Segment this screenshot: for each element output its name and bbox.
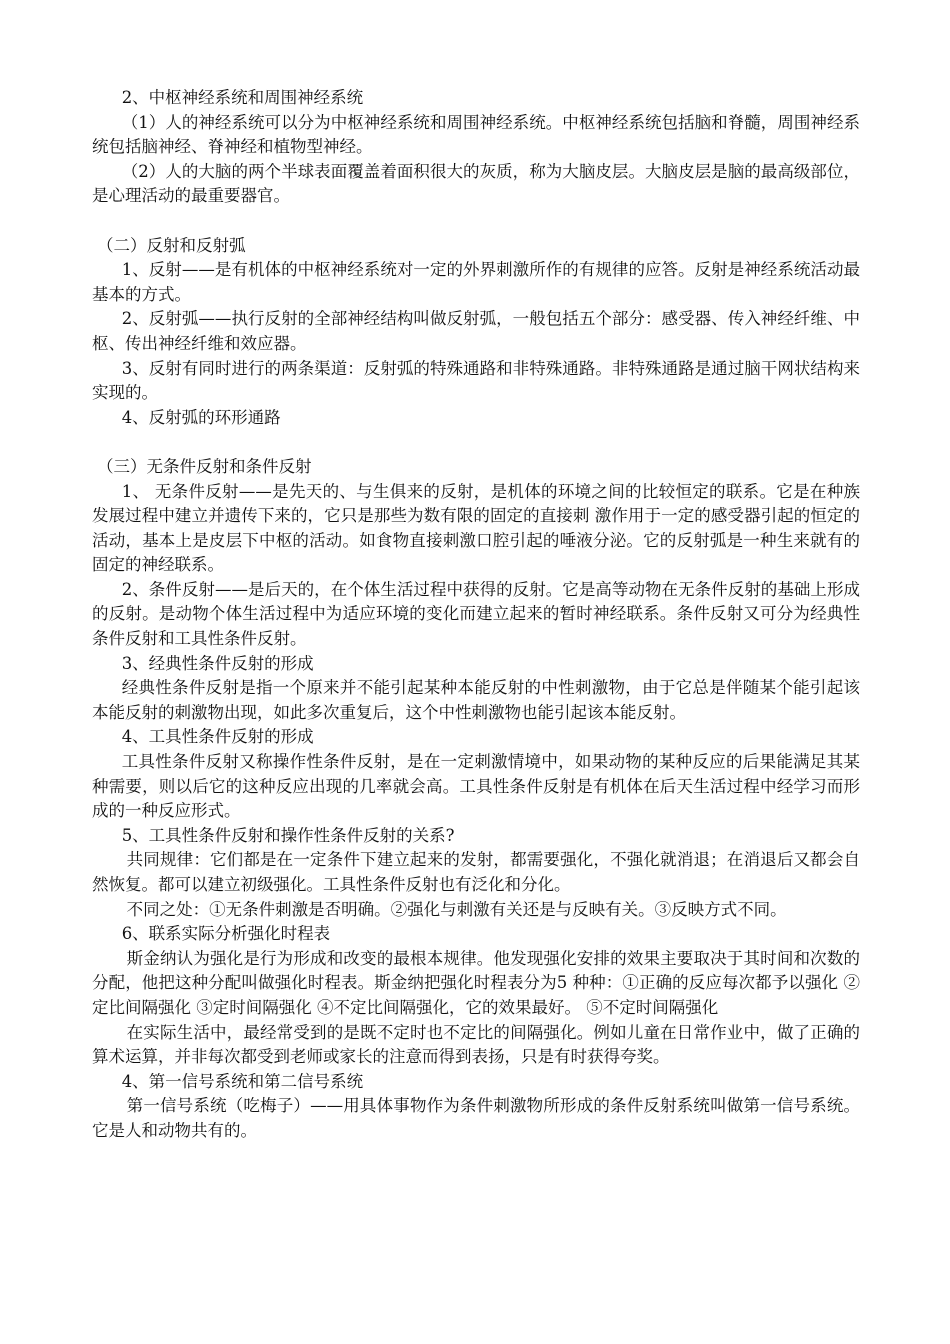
section-heading-conditioned-reflex: （三）无条件反射和条件反射 xyxy=(96,456,312,476)
paragraph: 不同之处：①无条件刺激是否明确。②强化与刺激有关还是与反映有关。③反映方式不同。 xyxy=(126,899,787,919)
paragraph: 3、反射有同时进行的两条渠道：反射弧的特殊通路和非特殊通路。非特殊通路是通过脑干网状结构来实现的。 xyxy=(92,358,860,403)
paragraph: （2）人的大脑的两个半球表面覆盖着面积很大的灰质，称为大脑皮层。大脑皮层是脑的最高级部位，是心理活动的最重要器官。 xyxy=(92,161,860,206)
paragraph: 4、反射弧的环形通路 xyxy=(121,407,281,427)
subheading: 6、联系实际分析强化时程表 xyxy=(121,924,331,944)
paragraph: 2、条件反射——是后天的，在个体生活过程中获得的反射。它是高等动物在无条件反射的基础上形成的反射。是动物个体生活过程中为适应环境的变化而建立起来的暂时神经联系。条件反射又可分为经典性条件反射和工具性条件反射。 xyxy=(92,579,860,649)
paragraph: 1、反射——是有机体的中枢神经系统对一定的外界刺激所作的有规律的应答。反射是神经系统活动最基本的方式。 xyxy=(92,260,860,304)
paragraph: 2、反射弧——执行反射的全部神经结构叫做反射弧，一般包括五个部分：感受器、传入神经纤维、中枢、传出神经纤维和效应器。 xyxy=(92,309,860,353)
subheading: 3、经典性条件反射的形成 xyxy=(121,653,314,673)
subheading: 4、工具性条件反射的形成 xyxy=(121,727,314,747)
paragraph: （1）人的神经系统可以分为中枢神经系统和周围神经系统。中枢神经系统包括脑和脊髓，周围神经系统包括脑神经、脊神经和植物型神经。 xyxy=(92,112,860,157)
section-heading-reflex: （二）反射和反射弧 xyxy=(96,235,246,255)
paragraph: 斯金纳认为强化是行为形成和改变的最根本规律。他发现强化安排的效果主要取决于其时间和次数的分配，他把这种分配叫做强化时程表。斯金纳把强化时程表分为5 种种：①正确的反应每次都予以强化 ②定比间隔强化 ③定时间隔强化 ④不定比间隔强化，它的效果最好。 ⑤不定时间隔强化 xyxy=(92,948,860,1017)
paragraph: 第一信号系统（吃梅子）——用具体事物作为条件刺激物所形成的条件反射系统叫做第一信号系统。它是人和动物共有的。 xyxy=(92,1096,860,1140)
paragraph: 在实际生活中，最经常受到的是既不定时也不定比的间隔强化。例如儿童在日常作业中，做了正确的算术运算，并非每次都受到老师或家长的注意而得到表扬，只是有时获得夸奖。 xyxy=(92,1022,860,1067)
paragraph: 经典性条件反射是指一个原来并不能引起某种本能反射的中性刺激物，由于它总是伴随某个能引起该本能反射的刺激物出现，如此多次重复后，这个中性刺激物也能引起该本能反射。 xyxy=(92,678,860,722)
paragraph: 共同规律：它们都是在一定条件下建立起来的发射，都需要强化，不强化就消退；在消退后又都会自然恢复。都可以建立初级强化。工具性条件反射也有泛化和分化。 xyxy=(92,850,860,894)
document-page xyxy=(92,86,860,1144)
subheading: 4、第一信号系统和第二信号系统 xyxy=(121,1071,364,1091)
paragraph: 工具性条件反射又称操作性条件反射，是在一定刺激情境中，如果动物的某种反应的后果能满足其某种需要，则以后它的这种反应出现的几率就会高。工具性条件反射是有机体在后天生活过程中经学习而形成的一种反应形式。 xyxy=(92,752,860,821)
subheading: 5、工具性条件反射和操作性条件反射的关系? xyxy=(121,825,455,845)
section-heading-central-peripheral: 2、中枢神经系统和周围神经系统 xyxy=(121,88,364,107)
paragraph: 1、 无条件反射——是先天的、与生俱来的反射，是机体的环境之间的比较恒定的联系。它是在种族发展过程中建立并遗传下来的，它只是那些为数有限的固定的直接刺 激作用于一定的感受器引起的恒定的活动，基本上是皮层下中枢的活动。如食物直接刺激口腔引起的唾液分泌。它的反射弧是一种生来就有的固定的神经联系。 xyxy=(92,481,860,575)
